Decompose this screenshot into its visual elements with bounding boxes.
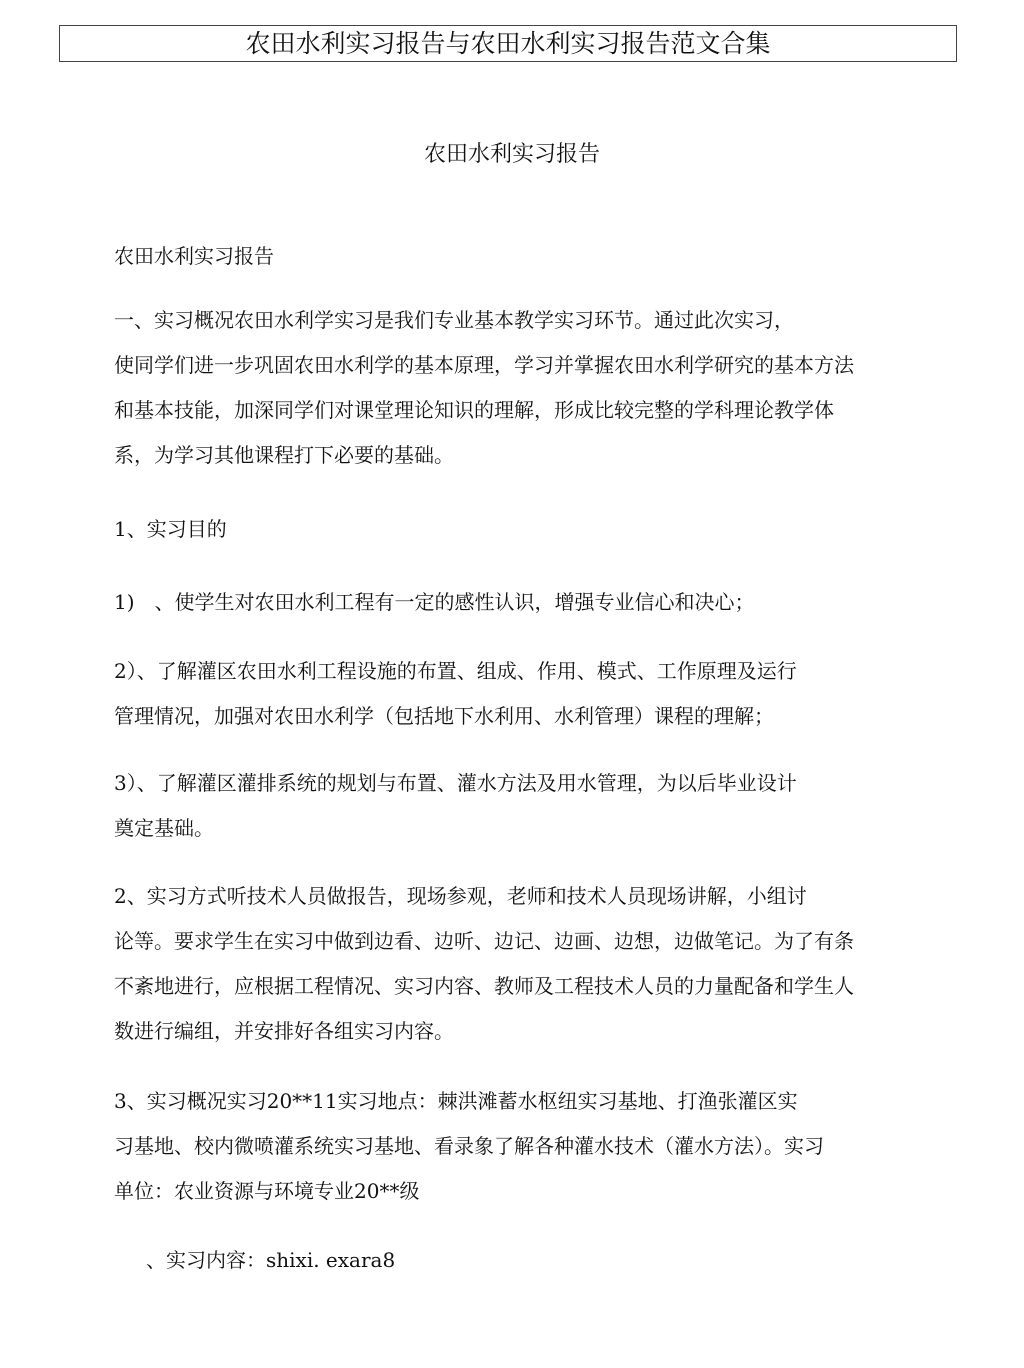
paragraph-line: 不紊地进行，应根据工程情况、实习内容、教师及工程技术人员的力量配备和学生人 [114,974,854,998]
paragraph-line: 2）、了解灌区农田水利工程设施的布置、组成、作用、模式、工作原理及运行 [114,659,797,683]
paragraph-line: 1) 、使学生对农田水利工程有一定的感性认识，增强专业信心和决心； [114,590,755,614]
paragraph-line: 3、实习概况实习20**11实习地点：棘洪滩蓄水枢纽实习基地、打渔张灌区实 [114,1089,798,1113]
list-item-purpose-2 [62,649,924,739]
list-item-purpose-3 [62,761,924,851]
paragraph-line: 农田水利实习报告 [114,244,274,268]
paragraph-line: 单位：农业资源与环境专业20**级 [114,1179,420,1203]
paragraph-location [62,1079,924,1214]
paragraph-line: 管理情况，加强对农田水利学（包括地下水利用、水利管理）课程的理解； [114,704,774,728]
paragraph-line: 2、实习方式听技术人员做报告，现场参观，老师和技术人员现场讲解，小组讨 [114,884,807,908]
paragraph-line: 1、实习目的 [114,517,227,541]
paragraph-line: 奠定基础。 [114,816,214,840]
paragraph-line: 和基本技能，加深同学们对课堂理论知识的理解，形成比较完整的学科理论教学体 [114,398,834,422]
paragraph-line: 、实习内容：shixi. exara8 [146,1248,396,1272]
paragraph-line: 一、实习概况农田水利学实习是我们专业基本教学实习环节。通过此次实习， [114,308,794,332]
list-item-purpose-1 [62,580,924,625]
paragraph-overview [62,298,924,478]
section-heading-purpose [62,507,924,552]
header-title: 农田水利实习报告与农田水利实习报告范文合集 [245,29,771,58]
paragraph-line: 数进行编组，并安排好各组实习内容。 [114,1019,454,1043]
header-title-box [59,25,957,62]
paragraph-line: 论等。要求学生在实习中做到边看、边听、边记、边画、边想，边做笔记。为了有条 [114,929,854,953]
paragraph-line: 3）、了解灌区灌排系统的规划与布置、灌水方法及用水管理，为以后毕业设计 [114,771,797,795]
paragraph-line: 系，为学习其他课程打下必要的基础。 [114,443,454,467]
paragraph-line: 使同学们进一步巩固农田水利学的基本原理，学习并掌握农田水利学研究的基本方法 [114,353,854,377]
paragraph-method [62,874,924,1054]
paragraph-line: 习基地、校内微喷灌系统实习基地、看录象了解各种灌水技术（灌水方法）。实习 [114,1134,824,1158]
paragraph-subtitle [62,234,924,279]
paragraph-content [62,1238,924,1283]
document-title: 农田水利实习报告 [423,142,600,167]
